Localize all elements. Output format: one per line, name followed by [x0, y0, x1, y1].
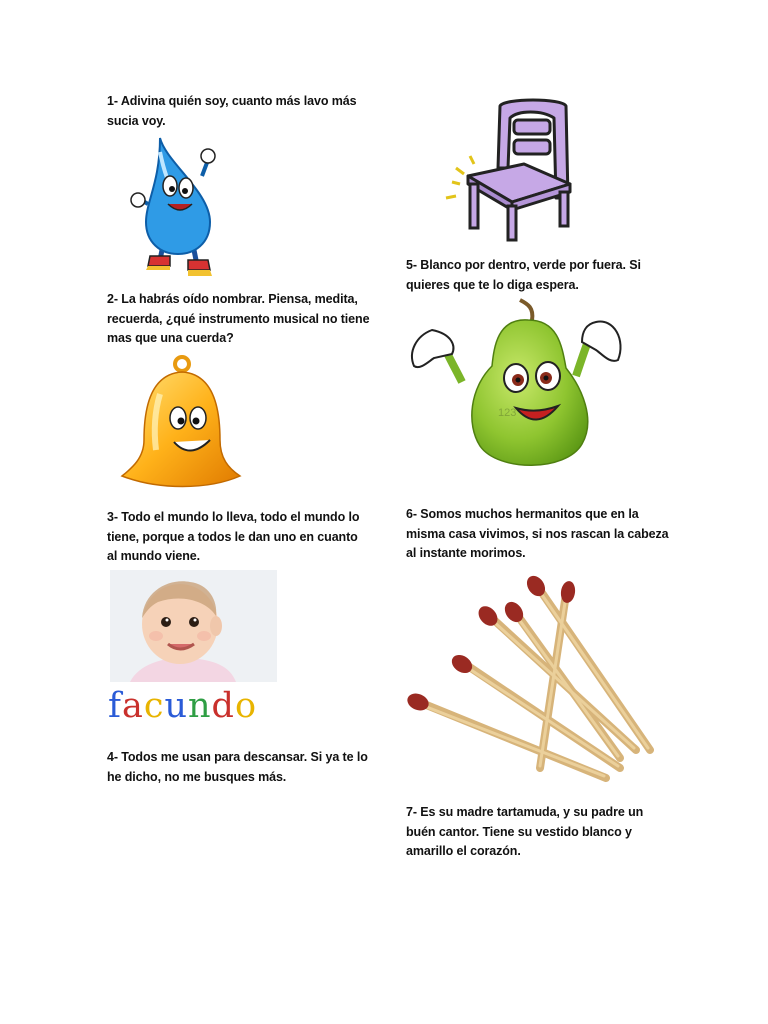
logo-letter: d: [211, 686, 235, 726]
logo-letter: c: [143, 686, 165, 726]
riddle-6: 6- Somos muchos hermanitos que en la misma casa vivimos, si nos rascan la cabeza al instante morimos.: [406, 507, 669, 560]
riddle-5: 5- Blanco por dentro, verde por fuera. Si quieres que te lo diga espera.: [406, 258, 641, 292]
chair-illustration: [442, 98, 574, 242]
logo-letter: n: [188, 686, 212, 726]
logo-letter: u: [164, 686, 188, 726]
riddle-3: 3- Todo el mundo lo lleva, todo el mundo lo tiene, porque a todos le dan uno en cuanto al mundo viene.: [107, 510, 360, 563]
riddle-4: 4- Todos me usan para descansar. Si ya te lo he dicho, no me busques más.: [107, 750, 368, 784]
water-drop-illustration: [130, 132, 230, 284]
riddle-2: 2- La habrás oído nombrar. Piensa, medita, recuerda, ¿qué instrumento musical no tiene mas que una cuerda?: [107, 292, 370, 345]
logo-letter: f: [108, 686, 122, 726]
logo-letter: a: [121, 686, 144, 726]
bell-illustration: [118, 354, 244, 494]
pear-watermark: 123: [498, 407, 517, 419]
facundo-name-logo: [108, 686, 257, 726]
logo-letter: o: [234, 686, 258, 726]
pear-illustration: [406, 296, 628, 474]
matches-illustration: [406, 572, 662, 788]
riddle-1: 1- Adivina quién soy, cuanto más lavo más sucia voy.: [107, 94, 357, 128]
baby-photo: [110, 570, 277, 682]
riddle-7: 7- Es su madre tartamuda, y su padre un buén cantor. Tiene su vestido blanco y amarillo el corazón.: [406, 805, 644, 858]
